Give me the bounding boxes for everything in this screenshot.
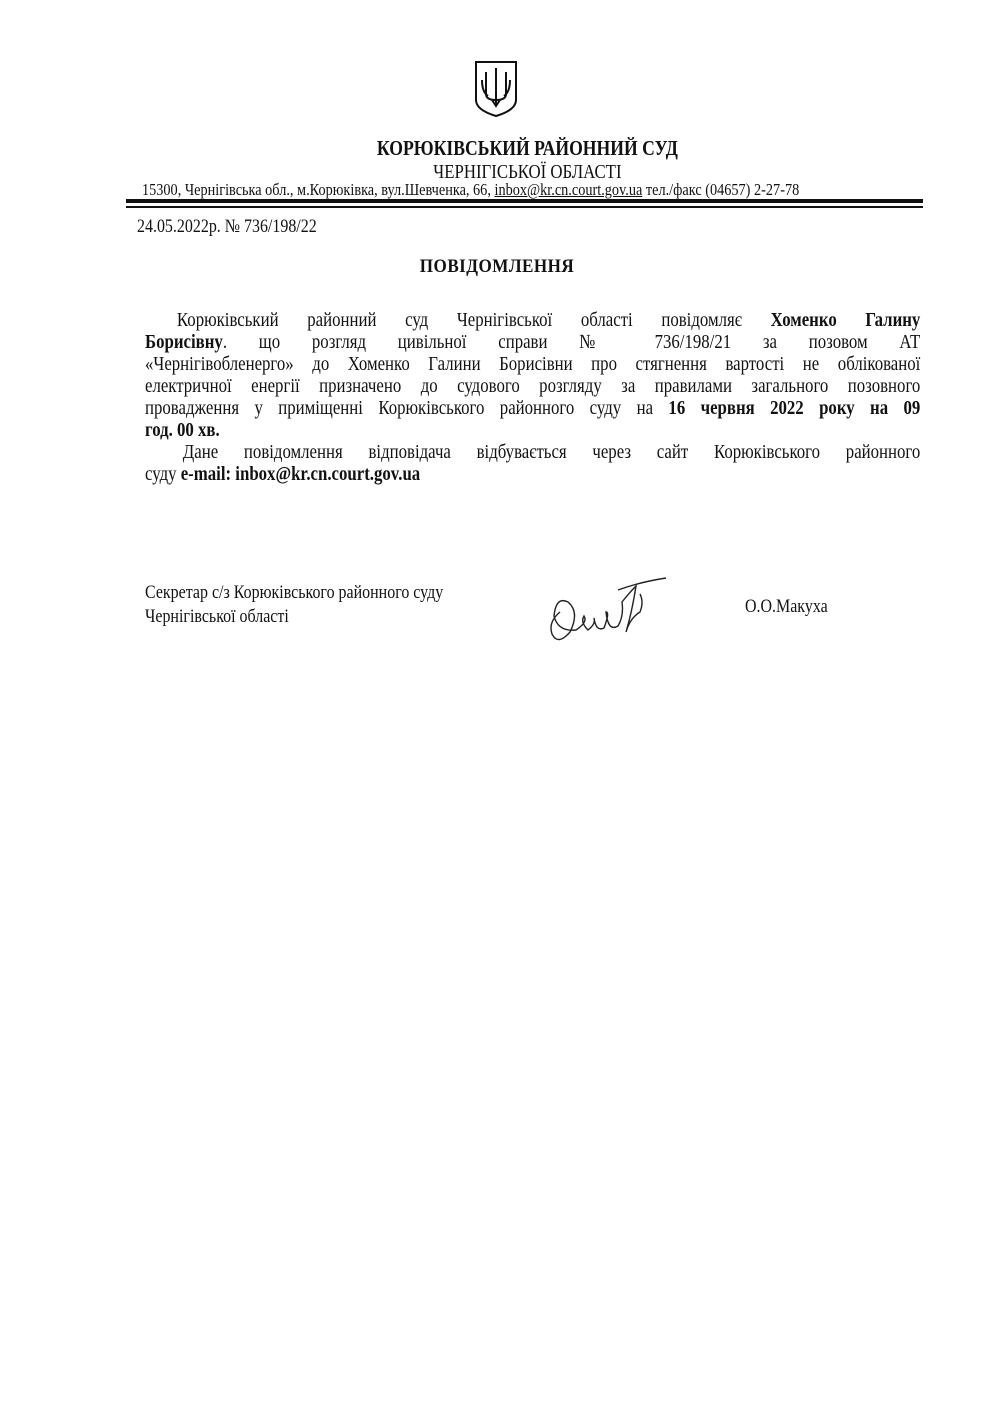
court-email-link[interactable]: inbox@kr.cn.court.gov.ua — [494, 180, 643, 199]
p2-line: суду e-mail: inbox@kr.cn.court.gov.ua — [145, 463, 421, 485]
p1-line — [145, 419, 920, 441]
role-line: Секретар с/з Корюківського районного суду — [145, 582, 444, 603]
hearing-time: год. 00 хв. — [145, 419, 220, 441]
p2-line: Дане повідомлення відповідача відбувається через сайт Корюківського районного — [182, 441, 921, 463]
signatory-role — [145, 581, 443, 629]
notice-paragraph-2 — [145, 441, 920, 485]
header-rule-thick — [126, 199, 923, 203]
p1-line: «Чернігівобленерго» до Хоменко Галини Борисівни про стягнення вартості не облікованої — [145, 353, 921, 375]
role-line: Чернігівської області — [145, 606, 289, 627]
phone-fax: тел./факс (04657) 2-27-78 — [642, 180, 800, 199]
defendant-name: Хоменко Галину — [770, 309, 921, 331]
court-name: КОРЮКІВСЬКИЙ РАЙОННИЙ СУД — [376, 136, 678, 160]
p1-line: Борисівну. що розгляд цивільної справи № 736/198/21 за позовом АТ — [145, 331, 921, 353]
notice-paragraph — [145, 309, 920, 441]
signatory-name: О.О.Макуха — [745, 596, 828, 617]
court-region: ЧЕРНІГІСЬКОЇ ОБЛАСТІ — [433, 161, 622, 183]
document-heading: ПОВІДОМЛЕННЯ — [419, 256, 575, 277]
handwritten-signature — [540, 572, 670, 654]
p1-line: електричної енергії призначено до судового розгляду за правилами загального позовного — [145, 375, 921, 397]
header-rule-thin — [126, 206, 923, 208]
trident-coat-of-arms-icon — [472, 60, 520, 118]
court-address — [142, 180, 799, 200]
p1-line: Корюківський районний суд Чернігівської області повідомляє Хоменко Галину — [176, 309, 921, 331]
p1-line: провадження у приміщенні Корюківського районного суду на 16 червня 2022 року на 09 — [145, 397, 921, 419]
address-text: 15300, Чернігівська обл., м.Корюківка, вул.Шевченка, 66, — [142, 180, 495, 199]
hearing-date: 16 червня 2022 року на 09 — [668, 397, 921, 419]
contact-email: e-mail: inbox@kr.cn.court.gov.ua — [180, 463, 421, 485]
date-reference: 24.05.2022р. № 736/198/22 — [137, 216, 317, 237]
